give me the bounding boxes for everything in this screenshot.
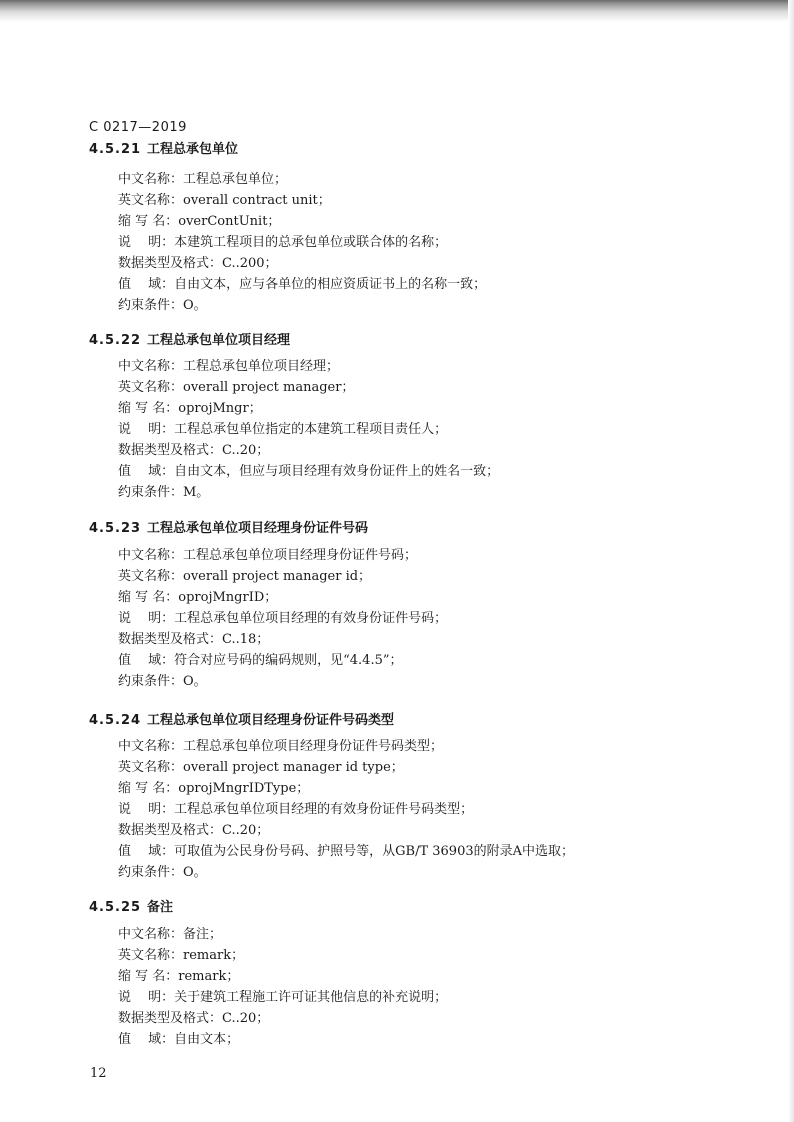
field-description: 说 明：工程总承包单位项目经理的有效身份证件号码类型； xyxy=(118,802,474,817)
field-abbreviation: 缩 写 名：oprojMngrID； xyxy=(118,590,278,605)
field-abbreviation: 缩 写 名：overContUnit； xyxy=(118,214,281,229)
field-value-domain: 值 域：可取值为公民身份号码、护照号等，从GB/T 36903的附录A中选取； xyxy=(118,844,574,859)
field-chinese-name: 中文名称：工程总承包单位项目经理； xyxy=(118,359,340,374)
section-number: 4.5.25 xyxy=(89,900,142,915)
field-data-type: 数据类型及格式：C..20； xyxy=(118,443,270,458)
field-chinese-name: 中文名称：工程总承包单位； xyxy=(118,172,288,187)
field-chinese-name: 中文名称：工程总承包单位项目经理身份证件号码类型； xyxy=(118,739,444,754)
section-number: 4.5.22 xyxy=(89,333,142,348)
scan-right-edge xyxy=(788,0,794,1122)
field-constraint: 约束条件：O。 xyxy=(118,674,207,689)
field-abbreviation: 缩 写 名：remark； xyxy=(118,969,240,984)
section-title: 工程总承包单位项目经理身份证件号码 xyxy=(147,521,369,536)
section-heading xyxy=(89,709,394,728)
page-number: 12 xyxy=(90,1066,107,1081)
field-english-name: 英文名称：overall project manager； xyxy=(118,380,355,395)
section-title: 工程总承包单位项目经理 xyxy=(147,333,291,348)
field-data-type: 数据类型及格式：C..20； xyxy=(118,823,270,838)
section-title: 工程总承包单位 xyxy=(147,142,239,157)
section-title: 备注 xyxy=(147,900,174,915)
section-heading xyxy=(89,896,173,915)
section-heading xyxy=(89,329,290,348)
section-heading xyxy=(89,517,368,536)
field-chinese-name: 中文名称：备注； xyxy=(118,927,223,942)
field-description: 说 明：关于建筑工程施工许可证其他信息的补充说明； xyxy=(118,990,448,1005)
field-chinese-name: 中文名称：工程总承包单位项目经理身份证件号码； xyxy=(118,548,418,563)
field-english-name: 英文名称：overall project manager id type； xyxy=(118,760,404,775)
field-value-domain: 值 域：符合对应号码的编码规则，见“4.4.5”； xyxy=(118,653,403,668)
field-abbreviation: 缩 写 名：oprojMngrIDType； xyxy=(118,781,310,796)
field-english-name: 英文名称：remark； xyxy=(118,948,245,963)
field-value-domain: 值 域：自由文本，应与各单位的相应资质证书上的名称一致； xyxy=(118,277,487,292)
field-constraint: 约束条件：O。 xyxy=(118,865,207,880)
section-number: 4.5.24 xyxy=(89,713,142,728)
field-value-domain: 值 域：自由文本，但应与项目经理有效身份证件上的姓名一致； xyxy=(118,464,500,479)
scan-edge xyxy=(0,0,794,22)
field-data-type: 数据类型及格式：C..18； xyxy=(118,632,270,647)
field-description: 说 明：本建筑工程项目的总承包单位或联合体的名称； xyxy=(118,235,448,250)
field-description: 说 明：工程总承包单位项目经理的有效身份证件号码； xyxy=(118,611,448,626)
field-abbreviation: 缩 写 名：oprojMngr； xyxy=(118,401,262,416)
section-number: 4.5.21 xyxy=(89,142,142,157)
section-number: 4.5.23 xyxy=(89,521,142,536)
document-code: C 0217—2019 xyxy=(89,120,187,135)
field-constraint: 约束条件：M。 xyxy=(118,485,210,500)
field-data-type: 数据类型及格式：C..20； xyxy=(118,1011,270,1026)
field-description: 说 明：工程总承包单位指定的本建筑工程项目责任人； xyxy=(118,422,448,437)
field-constraint: 约束条件：O。 xyxy=(118,298,207,313)
section-heading xyxy=(89,138,238,157)
field-english-name: 英文名称：overall contract unit； xyxy=(118,193,331,208)
field-value-domain: 值 域：自由文本； xyxy=(118,1032,240,1047)
section-title: 工程总承包单位项目经理身份证件号码类型 xyxy=(147,713,395,728)
field-data-type: 数据类型及格式：C..200； xyxy=(118,256,278,271)
field-english-name: 英文名称：overall project manager id； xyxy=(118,569,372,584)
